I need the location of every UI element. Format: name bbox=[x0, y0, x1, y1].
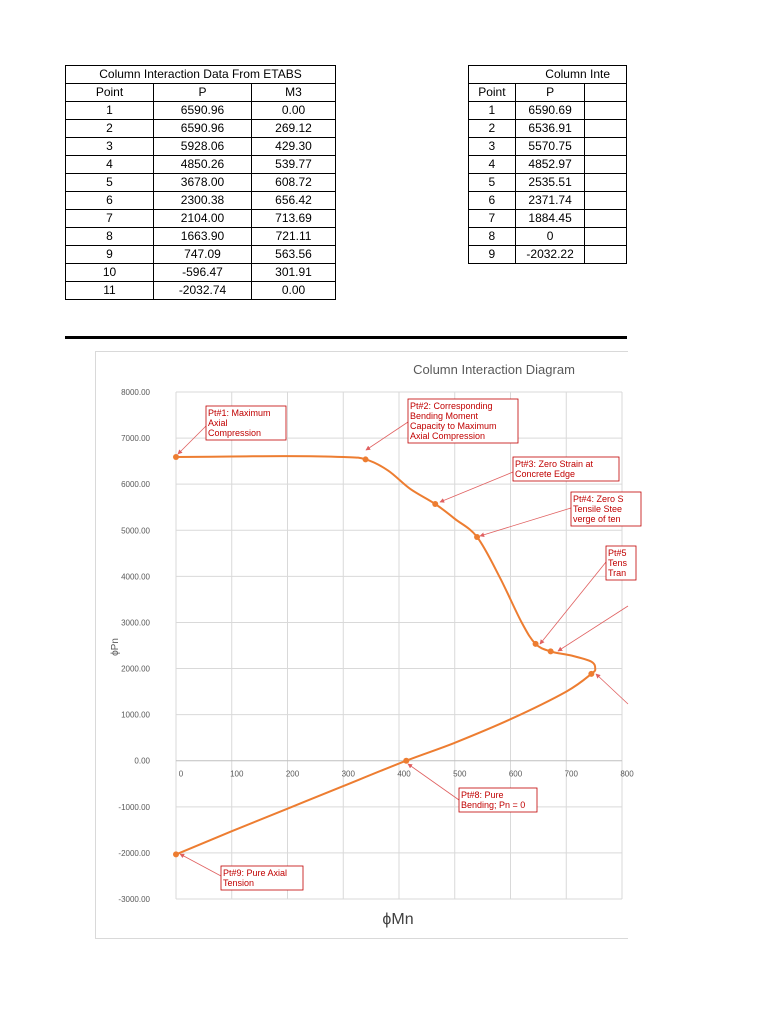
data-point bbox=[363, 456, 369, 462]
table-cell: 9 bbox=[66, 246, 154, 264]
annotation-arrow bbox=[480, 508, 571, 536]
y-tick-label: 4000.00 bbox=[121, 572, 150, 582]
table-cell: 721.11 bbox=[252, 228, 336, 246]
table-cell: 10 bbox=[66, 264, 154, 282]
table-cell: 5 bbox=[469, 174, 516, 192]
table-row bbox=[66, 174, 336, 192]
table-cell: 608.72 bbox=[252, 174, 336, 192]
table-cell: 6 bbox=[66, 192, 154, 210]
annotation-text: Pt#5 bbox=[608, 548, 627, 558]
table-cell: 0 bbox=[515, 228, 585, 246]
annotation-text: Pt#2: Corresponding bbox=[410, 401, 493, 411]
table-cell: 2104.00 bbox=[154, 210, 252, 228]
table-header-cell bbox=[585, 84, 627, 102]
table-cell: 5928.06 bbox=[154, 138, 252, 156]
table-cell: -596.47 bbox=[154, 264, 252, 282]
table-cell: 2371.74 bbox=[515, 192, 585, 210]
table-title: Column Inte bbox=[469, 66, 627, 84]
table-row bbox=[469, 174, 627, 192]
table-cell bbox=[585, 192, 627, 210]
annotation-text: Axial Compression bbox=[410, 431, 486, 441]
x-axis-label: ϕMn bbox=[382, 911, 414, 928]
annotation-text: Pt#4: Zero S bbox=[573, 494, 624, 504]
table-cell: 4850.26 bbox=[154, 156, 252, 174]
second-interaction-table bbox=[468, 65, 627, 264]
table-cell: 2 bbox=[469, 120, 516, 138]
annotation-text: Pt#8: Pure bbox=[461, 790, 504, 800]
table-cell: 3 bbox=[66, 138, 154, 156]
table-row bbox=[469, 228, 627, 246]
x-tick-label: 200 bbox=[285, 769, 300, 779]
table-title: Column Interaction Data From ETABS bbox=[66, 66, 336, 84]
table-row bbox=[66, 210, 336, 228]
etabs-interaction-table bbox=[65, 65, 336, 300]
table-cell: 4 bbox=[66, 156, 154, 174]
table-header-cell: M3 bbox=[252, 84, 336, 102]
table-title-row bbox=[469, 66, 627, 84]
x-tick-label: 300 bbox=[341, 769, 355, 779]
y-tick-label: 2000.00 bbox=[121, 664, 150, 674]
annotation-arrow bbox=[596, 674, 628, 704]
table-row bbox=[66, 120, 336, 138]
data-point bbox=[548, 648, 554, 654]
table-cell bbox=[585, 228, 627, 246]
y-tick-label: -2000.00 bbox=[118, 848, 150, 858]
table-cell: 4 bbox=[469, 156, 516, 174]
table-row bbox=[66, 156, 336, 174]
table-cell bbox=[585, 102, 627, 120]
chart-svg bbox=[96, 352, 634, 938]
annotation-text: Pt#1: Maximum bbox=[208, 408, 271, 418]
annotation-arrow bbox=[558, 606, 628, 651]
table-cell bbox=[585, 210, 627, 228]
table-cell: 301.91 bbox=[252, 264, 336, 282]
data-point bbox=[533, 641, 539, 647]
annotation-text: Tensile Stee bbox=[573, 504, 623, 514]
table-cell: 7 bbox=[66, 210, 154, 228]
x-tick-label: 800 bbox=[620, 769, 634, 779]
annotation-callout bbox=[366, 399, 518, 450]
table-cell: 429.30 bbox=[252, 138, 336, 156]
y-tick-label: 5000.00 bbox=[121, 526, 150, 536]
x-tick-label: 400 bbox=[397, 769, 411, 779]
annotation-arrow bbox=[440, 472, 513, 502]
y-tick-label: 8000.00 bbox=[121, 388, 150, 397]
table-cell: 9 bbox=[469, 246, 516, 264]
table-cell: 5570.75 bbox=[515, 138, 585, 156]
table-cell bbox=[585, 156, 627, 174]
table-cell: 11 bbox=[66, 282, 154, 300]
table-header-cell: P bbox=[515, 84, 585, 102]
annotation-text: Bending; Pn = 0 bbox=[461, 800, 526, 810]
table-cell: 6590.96 bbox=[154, 102, 252, 120]
table-cell: 6590.69 bbox=[515, 102, 585, 120]
annotation-text: Concrete Edge bbox=[515, 469, 576, 479]
table-row bbox=[66, 102, 336, 120]
x-tick-label: 100 bbox=[230, 769, 244, 779]
table-cell: 2300.38 bbox=[154, 192, 252, 210]
annotation-text: Tran bbox=[608, 568, 627, 578]
table-cell bbox=[585, 120, 627, 138]
annotation-text: Capacity to Maximum bbox=[410, 421, 497, 431]
table-cell: 3678.00 bbox=[154, 174, 252, 192]
annotation-text: Pt#9: Pure Axial bbox=[223, 868, 288, 878]
table-header-cell: P bbox=[154, 84, 252, 102]
annotation-text: verge of ten bbox=[573, 514, 621, 524]
table-cell: -2032.22 bbox=[515, 246, 585, 264]
x-tick-label: 600 bbox=[508, 769, 523, 779]
y-tick-label: 3000.00 bbox=[121, 618, 150, 628]
table-cell: -2032.74 bbox=[154, 282, 252, 300]
annotation-callout bbox=[480, 492, 641, 536]
table-cell: 656.42 bbox=[252, 192, 336, 210]
x-tick-label: 500 bbox=[453, 769, 467, 779]
annotation-text: Compression bbox=[208, 428, 262, 438]
table-row bbox=[66, 228, 336, 246]
x-tick-label: 700 bbox=[564, 769, 578, 779]
table-cell: 713.69 bbox=[252, 210, 336, 228]
y-axis-label: ϕPn bbox=[110, 638, 121, 656]
data-point bbox=[474, 534, 480, 540]
table-cell: 8 bbox=[66, 228, 154, 246]
data-point bbox=[403, 758, 409, 764]
y-tick-label: -1000.00 bbox=[118, 802, 150, 812]
table-cell: 0.00 bbox=[252, 102, 336, 120]
table-row bbox=[469, 138, 627, 156]
table-row bbox=[469, 102, 627, 120]
table-row bbox=[469, 192, 627, 210]
y-tick-label: 1000.00 bbox=[121, 710, 150, 720]
y-tick-label: 0.00 bbox=[134, 756, 150, 766]
annotation-text: Tens bbox=[608, 558, 628, 568]
table-cell: 2535.51 bbox=[515, 174, 585, 192]
table-cell: 0.00 bbox=[252, 282, 336, 300]
table-row bbox=[469, 210, 627, 228]
table-header-row bbox=[469, 84, 627, 102]
interaction-diagram-chart bbox=[95, 351, 634, 939]
table-row bbox=[469, 156, 627, 174]
horizontal-divider bbox=[65, 336, 627, 339]
annotation-arrow bbox=[178, 426, 206, 454]
table-cell bbox=[585, 138, 627, 156]
table-cell: 6590.96 bbox=[154, 120, 252, 138]
table-cell: 1884.45 bbox=[515, 210, 585, 228]
table-cell: 563.56 bbox=[252, 246, 336, 264]
y-tick-label: -3000.00 bbox=[118, 895, 150, 904]
y-tick-label: 7000.00 bbox=[121, 434, 150, 444]
data-point bbox=[432, 501, 438, 507]
table-cell: 6536.91 bbox=[515, 120, 585, 138]
table-cell: 747.09 bbox=[154, 246, 252, 264]
annotation-arrow bbox=[408, 764, 459, 800]
annotation-text: Axial bbox=[208, 418, 228, 428]
table-cell bbox=[585, 174, 627, 192]
table-row bbox=[66, 282, 336, 300]
annotation-callout bbox=[180, 854, 303, 890]
table-row bbox=[66, 192, 336, 210]
table-row bbox=[469, 120, 627, 138]
data-point bbox=[173, 454, 179, 460]
data-point bbox=[173, 851, 179, 857]
table-cell: 6 bbox=[469, 192, 516, 210]
table-cell: 539.77 bbox=[252, 156, 336, 174]
annotation-arrow bbox=[540, 562, 606, 644]
table-cell: 269.12 bbox=[252, 120, 336, 138]
y-tick-label: 6000.00 bbox=[121, 480, 150, 490]
table-row bbox=[469, 246, 627, 264]
table-cell: 8 bbox=[469, 228, 516, 246]
table-row bbox=[66, 138, 336, 156]
annotation-text: Bending Moment bbox=[410, 411, 479, 421]
annotation-text: Tension bbox=[223, 878, 255, 888]
table-row bbox=[66, 264, 336, 282]
chart-title: Column Interaction Diagram bbox=[413, 362, 575, 377]
table-title-row bbox=[66, 66, 336, 84]
table-cell: 1 bbox=[469, 102, 516, 120]
table-cell: 1663.90 bbox=[154, 228, 252, 246]
table-cell: 2 bbox=[66, 120, 154, 138]
annotation-arrow bbox=[366, 422, 408, 450]
table-header-cell: Point bbox=[66, 84, 154, 102]
data-point bbox=[588, 671, 594, 677]
annotation-text: Pt#3: Zero Strain at bbox=[515, 459, 594, 469]
table-cell: 3 bbox=[469, 138, 516, 156]
table-header-row bbox=[66, 84, 336, 102]
annotation-arrow bbox=[180, 854, 221, 876]
table-cell: 4852.97 bbox=[515, 156, 585, 174]
table-cell: 1 bbox=[66, 102, 154, 120]
table-header-cell: Point bbox=[469, 84, 516, 102]
table-row bbox=[66, 246, 336, 264]
second-table-cropped bbox=[468, 65, 627, 275]
table-cell: 5 bbox=[66, 174, 154, 192]
x-tick-label: 0 bbox=[178, 769, 184, 779]
table-cell: 7 bbox=[469, 210, 516, 228]
table-cell bbox=[585, 246, 627, 264]
